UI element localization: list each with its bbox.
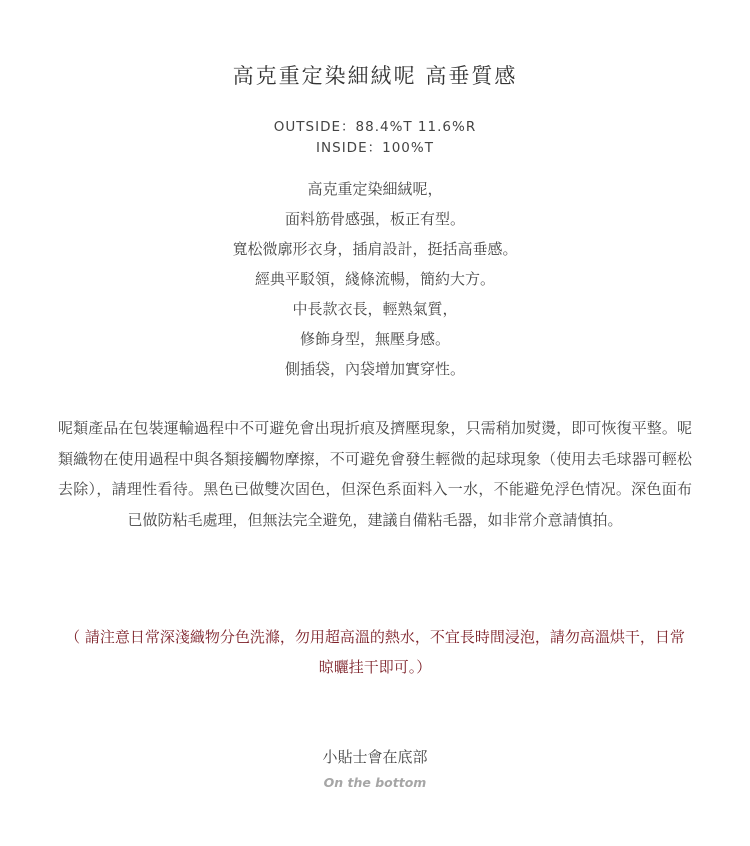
description-line: 高克重定染細絨呢， [307, 180, 443, 198]
care-note: 呢類產品在包裝運輸過程中不可避免會出現折痕及擠壓現象，只需稍加熨燙，即可恢復平整。呢類織物在使用過程中與各類接觸物摩擦，不可避免會發生輕微的起球現象（使用去毛球器可輕松去除），請理性看待。黑色已做雙次固色，但深色系面料入一水，不能避免浮色情况。深色面布已做防粘毛處理，但無法完全避免，建議自備粘毛器，如非常介意請慎拍。 [58, 419, 692, 529]
description-line: 寬松微廓形衣身，插肩設計，挺括高垂感。 [232, 240, 518, 258]
page-title: 高克重定染細絨呢 高垂質感 [232, 64, 518, 88]
composition-outside: OUTSIDE：88.4%T 11.6%R [273, 119, 477, 135]
composition-inside: INSIDE：100%T [316, 140, 434, 156]
description-line: 經典平駁領，綫條流暢，簡約大方。 [254, 270, 495, 288]
tip-label: 小貼士會在底部 [322, 748, 428, 766]
description-line: 面料筋骨感强，板正有型。 [284, 210, 465, 228]
description-line: 側插袋，內袋增加實穿性。 [284, 360, 465, 378]
description-line: 修飾身型，無壓身感。 [299, 330, 450, 348]
wash-warning: （ 請注意日常深淺織物分色洗滌，勿用超高溫的熱水，不宜長時間浸泡，請勿高溫烘干，日常晾曬挂干即可。） [65, 628, 685, 676]
tip-label-en: On the bottom [323, 775, 427, 790]
description-block [0, 174, 750, 384]
description-line: 中長款衣長，輕熟氣質， [292, 300, 458, 318]
